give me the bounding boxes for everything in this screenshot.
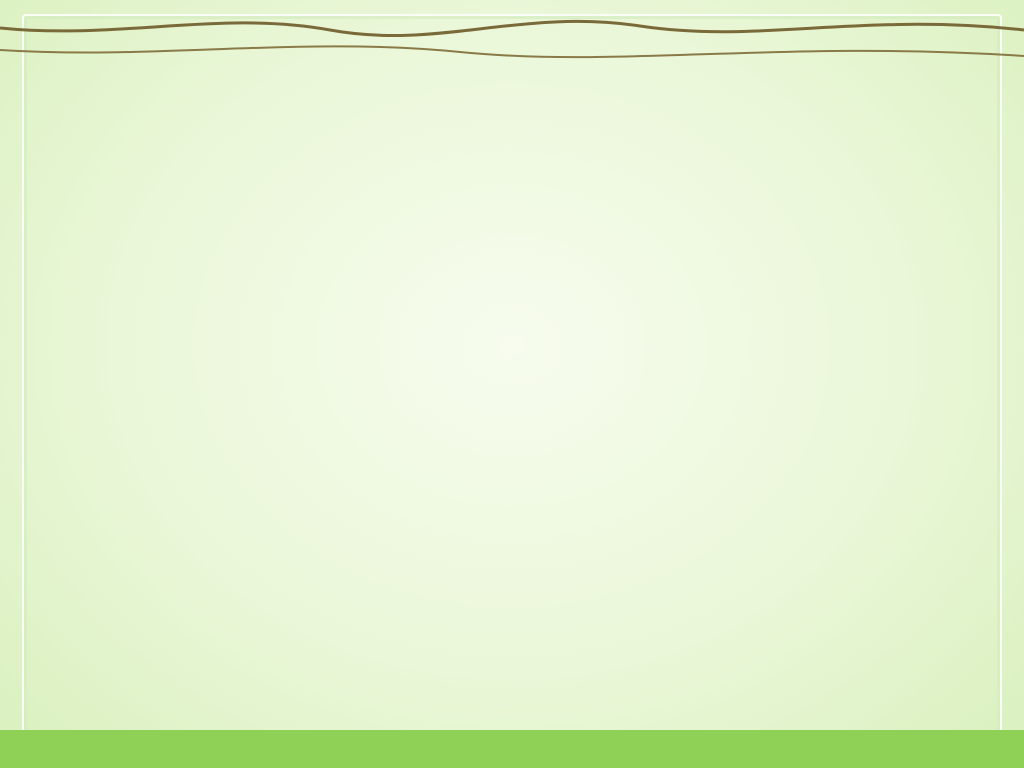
- leaf-garland-decoration: [0, 0, 1024, 130]
- left-leaves-decoration: [0, 0, 40, 768]
- grass-decoration: [0, 660, 1024, 768]
- slide-title: [90, 118, 930, 152]
- slide-content: [90, 118, 930, 186]
- right-leaves-decoration: [984, 0, 1024, 768]
